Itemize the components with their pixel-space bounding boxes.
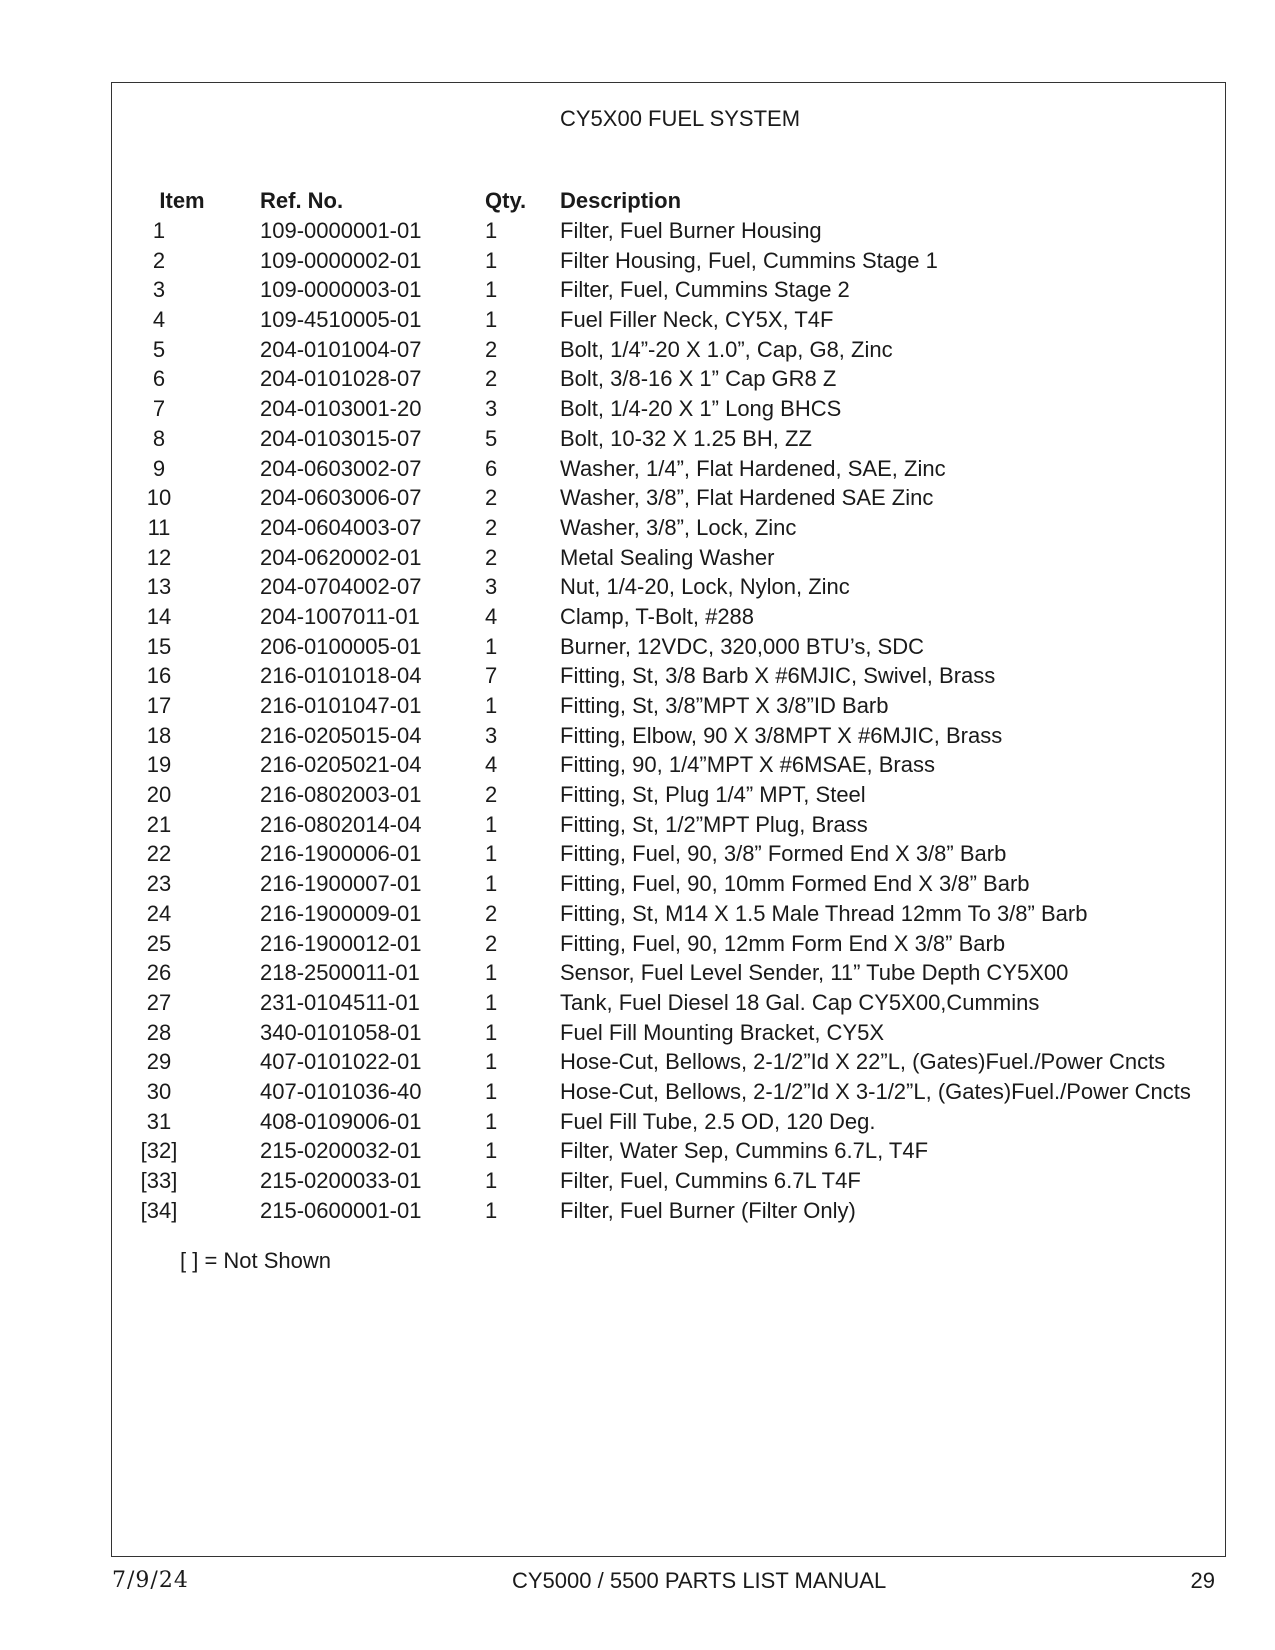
row-ref-no: 216-1900012-01 <box>260 930 422 956</box>
row-ref-no: 204-0603006-07 <box>260 485 422 511</box>
row-ref-no: 206-0100005-01 <box>260 633 422 659</box>
row-description: Hose-Cut, Bellows, 2-1/2”Id X 3-1/2”L, (Gates)Fuel./Power Cncts <box>560 1078 1191 1104</box>
row-item: 15 <box>146 633 172 659</box>
row-qty: 2 <box>485 485 498 511</box>
row-ref-no: 215-0200033-01 <box>260 1168 422 1193</box>
footer-date: 7/9/24 <box>112 1568 189 1593</box>
row-qty: 3 <box>485 722 498 748</box>
row-qty: 1 <box>485 841 498 867</box>
row-ref-no: 216-1900006-01 <box>260 841 422 867</box>
row-ref-no: 216-0205021-04 <box>260 752 422 778</box>
row-ref-no: 216-0802003-01 <box>260 782 422 808</box>
table-row <box>0 1136 1275 1166</box>
row-qty: 1 <box>485 1168 498 1193</box>
row-qty: 1 <box>485 1138 498 1164</box>
row-description: Fitting, Fuel, 90, 12mm Form End X 3/8” Barb <box>560 930 1006 956</box>
row-qty: 1 <box>485 218 498 243</box>
row-ref-no: 216-1900009-01 <box>260 900 422 926</box>
table-row <box>0 394 1275 424</box>
table-row <box>0 1018 1275 1048</box>
row-ref-no: 216-0205015-04 <box>260 722 422 748</box>
row-qty: 1 <box>485 1049 498 1075</box>
row-description: Nut, 1/4-20, Lock, Nylon, Zinc <box>560 574 850 600</box>
row-ref-no: 204-0103001-20 <box>260 396 422 422</box>
row-qty: 4 <box>485 752 498 778</box>
row-qty: 4 <box>485 603 498 629</box>
row-item: 8 <box>152 425 166 451</box>
row-description: Filter Housing, Fuel, Cummins Stage 1 <box>560 247 938 273</box>
row-item: 16 <box>146 663 172 689</box>
row-item: 13 <box>146 574 172 600</box>
row-item: 11 <box>147 514 171 540</box>
row-ref-no: 109-0000002-01 <box>260 247 422 273</box>
row-ref-no: 204-0603002-07 <box>260 455 422 481</box>
row-qty: 5 <box>485 425 498 451</box>
row-item: 10 <box>146 485 172 511</box>
row-qty: 2 <box>485 930 498 956</box>
row-description: Filter, Fuel, Cummins 6.7L T4F <box>560 1168 861 1193</box>
table-row <box>0 572 1275 602</box>
row-item: 29 <box>146 1049 172 1075</box>
table-row <box>0 483 1275 513</box>
row-ref-no: 204-1007011-01 <box>260 603 420 629</box>
header-qty: Qty. <box>485 188 527 213</box>
row-qty: 1 <box>485 277 498 303</box>
table-row <box>0 661 1275 691</box>
row-item: 4 <box>152 307 166 333</box>
row-item: 1 <box>152 218 166 243</box>
row-ref-no: 109-4510005-01 <box>260 307 422 333</box>
table-row <box>0 246 1275 276</box>
header-ref-no: Ref. No. <box>260 188 344 213</box>
row-qty: 1 <box>485 247 498 273</box>
table-row <box>0 424 1275 454</box>
table-row <box>0 602 1275 632</box>
row-item: 18 <box>146 722 172 748</box>
row-description: Bolt, 1/4-20 X 1” Long BHCS <box>560 396 842 422</box>
table-row <box>0 899 1275 929</box>
row-item: 28 <box>146 1019 172 1045</box>
row-description: Washer, 1/4”, Flat Hardened, SAE, Zinc <box>560 455 946 481</box>
row-item: 7 <box>152 396 166 422</box>
not-shown-note: [ ] = Not Shown <box>180 1248 332 1273</box>
row-item: [34] <box>140 1197 178 1223</box>
row-description: Sensor, Fuel Level Sender, 11” Tube Depth CY5X00 <box>560 960 1069 986</box>
row-description: Fuel Fill Mounting Bracket, CY5X <box>560 1019 885 1045</box>
row-item: 2 <box>152 247 166 273</box>
table-row <box>0 454 1275 484</box>
row-qty: 1 <box>485 693 498 718</box>
table-row <box>0 513 1275 543</box>
row-description: Burner, 12VDC, 320,000 BTU’s, SDC <box>560 633 924 659</box>
row-qty: 2 <box>485 782 498 808</box>
row-qty: 1 <box>485 1078 498 1104</box>
row-item: [32] <box>140 1138 178 1164</box>
row-item: 19 <box>146 752 172 778</box>
row-item: 24 <box>146 900 172 926</box>
row-description: Fitting, St, 3/8 Barb X #6MJIC, Swivel, Brass <box>560 663 996 689</box>
row-qty: 1 <box>485 1019 498 1045</box>
table-row <box>0 988 1275 1018</box>
table-row <box>0 305 1275 335</box>
row-description: Fitting, St, 3/8”MPT X 3/8”ID Barb <box>560 693 889 718</box>
row-ref-no: 204-0620002-01 <box>260 544 422 570</box>
row-qty: 2 <box>485 900 498 926</box>
table-row <box>0 810 1275 840</box>
row-description: Washer, 3/8”, Flat Hardened SAE Zinc <box>560 485 934 511</box>
row-description: Fuel Filler Neck, CY5X, T4F <box>560 307 834 333</box>
table-header-row <box>0 186 1275 216</box>
row-ref-no: 109-0000001-01 <box>260 218 422 243</box>
row-item: 5 <box>152 336 166 362</box>
row-description: Filter, Fuel Burner (Filter Only) <box>560 1197 856 1223</box>
row-description: Bolt, 10-32 X 1.25 BH, ZZ <box>560 425 812 451</box>
row-description: Fitting, Fuel, 90, 10mm Formed End X 3/8” Barb <box>560 871 1030 897</box>
row-ref-no: 215-0600001-01 <box>260 1197 422 1223</box>
row-ref-no: 204-0103015-07 <box>260 425 422 451</box>
row-item: 26 <box>146 960 172 986</box>
table-row <box>0 929 1275 959</box>
row-qty: 1 <box>485 307 498 333</box>
row-description: Tank, Fuel Diesel 18 Gal. Cap CY5X00,Cummins <box>560 989 1040 1015</box>
footer-title: CY5000 / 5500 PARTS LIST MANUAL <box>512 1568 887 1593</box>
table-row <box>0 780 1275 810</box>
table-row <box>0 1166 1275 1196</box>
row-item: 30 <box>146 1078 172 1104</box>
row-item: 14 <box>146 603 172 629</box>
page-number: 29 <box>1190 1568 1215 1593</box>
row-qty: 2 <box>485 336 498 362</box>
page-title: CY5X00 FUEL SYSTEM <box>560 106 801 131</box>
row-description: Fitting, 90, 1/4”MPT X #6MSAE, Brass <box>560 752 935 778</box>
row-description: Fitting, St, 1/2”MPT Plug, Brass <box>560 811 868 837</box>
row-item: 23 <box>146 871 172 897</box>
row-qty: 7 <box>485 663 498 689</box>
row-item: 31 <box>146 1108 172 1134</box>
row-ref-no: 204-0704002-07 <box>260 574 422 600</box>
row-ref-no: 407-0101022-01 <box>260 1049 422 1075</box>
table-row <box>0 869 1275 899</box>
row-item: 21 <box>146 811 172 837</box>
row-ref-no: 109-0000003-01 <box>260 277 422 303</box>
row-item: 3 <box>152 277 166 303</box>
row-description: Filter, Water Sep, Cummins 6.7L, T4F <box>560 1138 929 1164</box>
row-ref-no: 340-0101058-01 <box>260 1019 422 1045</box>
row-ref-no: 407-0101036-40 <box>260 1078 422 1104</box>
row-qty: 1 <box>485 633 498 659</box>
table-row <box>0 691 1275 721</box>
row-item: 20 <box>146 782 172 808</box>
row-qty: 1 <box>485 1108 498 1134</box>
row-description: Filter, Fuel Burner Housing <box>560 218 822 243</box>
row-qty: 3 <box>485 396 498 422</box>
table-row <box>0 839 1275 869</box>
row-ref-no: 204-0604003-07 <box>260 514 422 540</box>
row-qty: 1 <box>485 871 498 897</box>
row-item: 6 <box>152 366 166 392</box>
header-item: Item <box>159 188 205 213</box>
row-ref-no: 216-0101047-01 <box>260 693 422 718</box>
row-description: Filter, Fuel, Cummins Stage 2 <box>560 277 850 303</box>
row-description: Clamp, T-Bolt, #288 <box>560 603 755 629</box>
row-qty: 3 <box>485 574 498 600</box>
table-row <box>0 1107 1275 1137</box>
table-row <box>0 1196 1275 1226</box>
row-description: Fitting, Fuel, 90, 3/8” Formed End X 3/8” Barb <box>560 841 1007 867</box>
header-description: Description <box>560 188 682 213</box>
table-row <box>0 750 1275 780</box>
row-item: 17 <box>146 693 172 718</box>
table-row <box>0 216 1275 246</box>
table-row <box>0 335 1275 365</box>
table-row <box>0 543 1275 573</box>
row-qty: 1 <box>485 960 498 986</box>
parts-table <box>0 186 1275 1225</box>
table-row <box>0 632 1275 662</box>
row-qty: 2 <box>485 514 498 540</box>
row-ref-no: 204-0101028-07 <box>260 366 422 392</box>
row-qty: 1 <box>485 1197 498 1223</box>
row-ref-no: 408-0109006-01 <box>260 1108 422 1134</box>
row-item: 9 <box>152 455 166 481</box>
row-ref-no: 215-0200032-01 <box>260 1138 422 1164</box>
row-ref-no: 231-0104511-01 <box>260 989 420 1015</box>
row-qty: 1 <box>485 811 498 837</box>
row-item: 27 <box>146 989 172 1015</box>
row-ref-no: 216-1900007-01 <box>260 871 422 897</box>
row-description: Fitting, St, M14 X 1.5 Male Thread 12mm To 3/8” Barb <box>560 900 1088 926</box>
row-description: Bolt, 3/8-16 X 1” Cap GR8 Z <box>560 366 837 392</box>
table-row <box>0 958 1275 988</box>
table-row <box>0 275 1275 305</box>
row-description: Fitting, Elbow, 90 X 3/8MPT X #6MJIC, Brass <box>560 722 1003 748</box>
row-description: Fitting, St, Plug 1/4” MPT, Steel <box>560 782 866 808</box>
row-ref-no: 218-2500011-01 <box>260 960 420 986</box>
row-item: 12 <box>146 544 172 570</box>
row-ref-no: 216-0802014-04 <box>260 811 422 837</box>
table-row <box>0 1077 1275 1107</box>
row-qty: 2 <box>485 366 498 392</box>
row-qty: 2 <box>485 544 498 570</box>
row-ref-no: 204-0101004-07 <box>260 336 422 362</box>
row-qty: 6 <box>485 455 498 481</box>
row-description: Hose-Cut, Bellows, 2-1/2”Id X 22”L, (Gates)Fuel./Power Cncts <box>560 1049 1166 1075</box>
row-item: [33] <box>140 1168 178 1193</box>
row-ref-no: 216-0101018-04 <box>260 663 422 689</box>
row-qty: 1 <box>485 989 498 1015</box>
row-item: 25 <box>146 930 172 956</box>
table-row <box>0 364 1275 394</box>
row-description: Metal Sealing Washer <box>560 544 775 570</box>
row-item: 22 <box>146 841 172 867</box>
row-description: Washer, 3/8”, Lock, Zinc <box>560 514 797 540</box>
table-row <box>0 721 1275 751</box>
row-description: Fuel Fill Tube, 2.5 OD, 120 Deg. <box>560 1108 876 1134</box>
table-row <box>0 1047 1275 1077</box>
row-description: Bolt, 1/4”-20 X 1.0”, Cap, G8, Zinc <box>560 336 893 362</box>
